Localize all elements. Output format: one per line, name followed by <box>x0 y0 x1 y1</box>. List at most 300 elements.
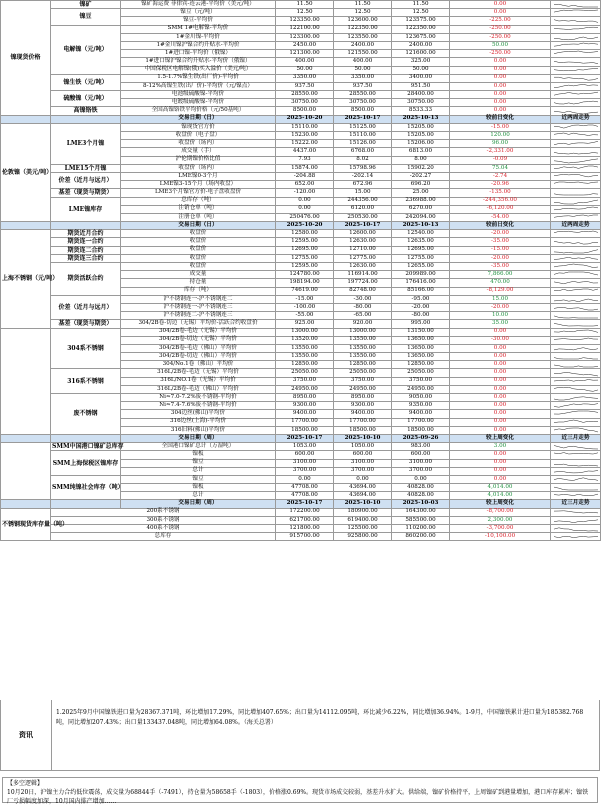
row-group: 价差（近月与远月） <box>51 172 121 188</box>
trend-cell <box>551 230 601 238</box>
trend-sparkline <box>552 279 600 286</box>
header-blank <box>51 222 121 230</box>
change-value: 120.00 <box>450 132 551 140</box>
value-2: -65.00 <box>334 312 392 320</box>
value-2: 18500.00 <box>334 426 392 434</box>
trend-line <box>554 316 598 318</box>
value-3: 15902.20 <box>392 164 450 172</box>
row-label: 316L/NO.1卷（无锡）平均价 <box>121 377 276 385</box>
trend-sparkline <box>552 99 600 106</box>
value-3: -95.00 <box>392 295 450 303</box>
value-2: 28550.00 <box>334 91 392 99</box>
value-3: -20.00 <box>392 303 450 311</box>
row-label: 镍板 <box>121 451 276 459</box>
value-2: 3350.00 <box>334 74 392 82</box>
value-1: 250476.00 <box>276 213 334 221</box>
trend-sparkline <box>552 58 600 65</box>
trend-sparkline <box>552 361 600 368</box>
value-3: 3400.00 <box>392 74 450 82</box>
value-2: 8.02 <box>334 156 392 164</box>
row-group: 镍豆 <box>51 9 121 25</box>
data-row <box>1 254 601 262</box>
value-3: 17700.00 <box>392 418 450 426</box>
trend-cell <box>551 25 601 33</box>
value-1: 3350.00 <box>276 74 334 82</box>
trend-line <box>554 51 598 54</box>
data-row <box>1 451 601 459</box>
value-1: 2450.00 <box>276 41 334 49</box>
header-date-3: 2025-09-26 <box>392 434 450 442</box>
trend-cell <box>551 353 601 361</box>
trend-sparkline <box>552 140 600 147</box>
trend-sparkline <box>552 75 600 82</box>
data-row <box>1 123 601 131</box>
value-3: 951.50 <box>392 82 450 90</box>
value-3: 2400.00 <box>392 41 450 49</box>
trend-line <box>554 241 598 244</box>
change-value: 0.00 <box>450 369 551 377</box>
trend-line <box>554 282 598 284</box>
header-date-1: 2025-10-20 <box>276 115 334 123</box>
row-label: 收盘价（场内） <box>121 140 276 148</box>
change-value: 0.00 <box>450 58 551 66</box>
row-group: 304系不锈钢 <box>51 328 121 369</box>
row-label: 总库存 <box>51 533 276 541</box>
trend-cell <box>551 295 601 303</box>
trend-cell <box>551 156 601 164</box>
trend-cell <box>551 492 601 500</box>
value-2: 12710.00 <box>334 246 392 254</box>
data-row <box>1 295 601 303</box>
row-label: 1#进口镍沪镍合约升贴水-平均价（俄镍） <box>121 58 276 66</box>
trend-cell <box>551 279 601 287</box>
row-label: 1.5-1.7%镍生铁(出厂价)-平均价 <box>121 74 276 82</box>
news-label: 资讯 <box>1 700 52 770</box>
change-value: -30.00 <box>450 336 551 344</box>
data-row <box>1 263 601 271</box>
value-1: -100.00 <box>276 303 334 311</box>
change-value: -35.00 <box>450 238 551 246</box>
value-1: 13550.00 <box>276 344 334 352</box>
trend-sparkline <box>552 353 600 360</box>
header-change: 较前日变化 <box>450 115 551 123</box>
value-2: 12850.00 <box>334 361 392 369</box>
header-change: 较前日变化 <box>450 222 551 230</box>
trend-line <box>554 166 598 168</box>
trend-sparkline <box>552 410 600 417</box>
value-1: 47708.00 <box>276 492 334 500</box>
value-3: 40828.00 <box>392 492 450 500</box>
news-text: 1.2025年9月中国镍铁进口量为28367.371吨，环比增加17.29%，同比增加407.65%；出口量为14112.095吨，环比减少6.22%，同比增加36.94%。1-9月，中国镍铁累计进口量为185382.768吨，同比增加207.43%；出口量133437.048吨，同比增加64.08%。（海关总署） <box>56 709 584 726</box>
trend-line <box>554 231 598 233</box>
value-2: 3750.00 <box>334 377 392 385</box>
trend-cell <box>551 33 601 41</box>
trend-line <box>554 84 598 87</box>
value-1: 12850.00 <box>276 361 334 369</box>
trend-line <box>554 159 598 163</box>
data-row <box>1 508 601 516</box>
trend-line <box>554 92 598 95</box>
data-row <box>1 328 601 336</box>
value-3: 122350.00 <box>392 25 450 33</box>
header-trend: 近三月走势 <box>551 500 601 508</box>
value-3: 860200.00 <box>392 533 450 541</box>
value-2: 50.00 <box>334 66 392 74</box>
trend-sparkline <box>552 378 600 385</box>
value-2: 24950.00 <box>334 385 392 393</box>
value-3: 6270.00 <box>392 205 450 213</box>
value-2: 43694.00 <box>334 492 392 500</box>
row-label: 收盘价 <box>121 263 276 271</box>
trend-line <box>554 43 598 46</box>
row-label: 沪不锈钢连一-沪不锈钢连三 <box>121 303 276 311</box>
value-2: 244356.00 <box>334 197 392 205</box>
trend-line <box>554 215 598 217</box>
value-2: 8500.00 <box>334 107 392 115</box>
value-1: 8500.00 <box>276 107 334 115</box>
trend-line <box>554 428 598 432</box>
trend-sparkline <box>552 181 600 188</box>
trend-cell <box>551 107 601 115</box>
change-value: 2,300.00 <box>450 516 551 524</box>
trend-sparkline <box>552 337 600 344</box>
trend-sparkline <box>552 263 600 270</box>
trend-sparkline <box>552 492 600 499</box>
trend-line <box>554 511 598 513</box>
trend-line <box>554 397 598 400</box>
data-row <box>1 246 601 254</box>
row-label: Ni≈7.4-7.6%废不锈钢-平均价 <box>121 402 276 410</box>
value-3: 9050.00 <box>392 394 450 402</box>
trend-cell <box>551 1 601 9</box>
trend-cell <box>551 271 601 279</box>
value-3: 12540.00 <box>392 230 450 238</box>
trend-sparkline <box>552 427 600 434</box>
value-3: 209989.00 <box>392 271 450 279</box>
value-1: 15874.00 <box>276 164 334 172</box>
value-1: 915700.00 <box>276 533 334 541</box>
data-row <box>1 516 601 524</box>
row-group: SMM上海保税区镍库存 <box>51 451 121 476</box>
trend-sparkline <box>552 67 600 74</box>
change-value: 0.00 <box>450 410 551 418</box>
value-1: 4437.00 <box>276 148 334 156</box>
trend-sparkline <box>552 34 600 41</box>
value-2: 9400.00 <box>334 410 392 418</box>
header-date-3: 2025-10-13 <box>392 222 450 230</box>
value-1: -120.00 <box>276 189 334 197</box>
row-group: 期货连一合约 <box>51 238 121 246</box>
trend-line <box>554 272 598 275</box>
value-3: 12850.00 <box>392 361 450 369</box>
trend-line <box>554 20 598 23</box>
trend-cell <box>551 508 601 516</box>
trend-sparkline <box>552 533 600 540</box>
row-label: 沪不锈钢连一-沪不锈钢连二 <box>121 295 276 303</box>
header-trend: 近两周走势 <box>551 222 601 230</box>
value-3: 121600.00 <box>392 50 450 58</box>
change-value: -35.00 <box>450 263 551 271</box>
trend-cell <box>551 443 601 451</box>
value-2: 400.00 <box>334 58 392 66</box>
header-blank <box>1 115 51 123</box>
value-1: 937.50 <box>276 82 334 90</box>
row-label: 304/No.1卷（佛山）平均价 <box>121 361 276 369</box>
header-date-1: 2025-10-20 <box>276 222 334 230</box>
trend-cell <box>551 344 601 352</box>
trend-cell <box>551 172 601 180</box>
trend-cell <box>551 91 601 99</box>
trend-line <box>554 420 598 423</box>
trend-line <box>554 372 598 375</box>
date-header-row <box>1 434 601 442</box>
value-1: 24950.00 <box>276 385 334 393</box>
value-3: -202.27 <box>392 172 450 180</box>
value-2: 6120.00 <box>334 205 392 213</box>
header-label: 交易日期（日） <box>121 222 276 230</box>
value-1: 17700.00 <box>276 418 334 426</box>
value-2: 12630.00 <box>334 238 392 246</box>
value-3: 110200.00 <box>392 525 450 533</box>
trend-line <box>554 464 598 466</box>
row-label: 304/2B卷-切边（佛山）平均价 <box>121 353 276 361</box>
data-row <box>1 1 601 9</box>
trend-cell <box>551 525 601 533</box>
value-3: 12.50 <box>392 9 450 17</box>
trend-cell <box>551 361 601 369</box>
trend-sparkline <box>552 157 600 164</box>
trend-sparkline <box>552 83 600 90</box>
row-group: 316系不锈钢 <box>51 369 121 394</box>
row-label: 成交量 <box>121 271 276 279</box>
trend-cell <box>551 516 601 524</box>
trend-sparkline <box>552 165 600 172</box>
trend-line <box>554 289 598 291</box>
row-group: LME15个月镍 <box>51 164 121 172</box>
value-2: 2400.00 <box>334 41 392 49</box>
trend-cell <box>551 189 601 197</box>
header-label: 交易日期（周） <box>121 434 276 442</box>
value-2: 619400.00 <box>334 516 392 524</box>
value-1: 13000.00 <box>276 328 334 336</box>
row-group: 硫酸镍（元/吨） <box>51 91 121 107</box>
value-1: 400.00 <box>276 58 334 66</box>
row-label: 1#金川镍-平均价 <box>121 33 276 41</box>
trend-cell <box>551 140 601 148</box>
row-label: 304/2B卷-毛边（无锡）平均价 <box>121 328 276 336</box>
section-category: 镍现货价格 <box>1 1 51 116</box>
row-label: 304/2B卷-切边（无锡）平均价 <box>121 336 276 344</box>
change-value: 35.00 <box>450 320 551 328</box>
trend-line <box>554 182 598 183</box>
value-2: 11.50 <box>334 1 392 9</box>
trend-cell <box>551 58 601 66</box>
change-value: 0.00 <box>450 99 551 107</box>
value-3: 242094.00 <box>392 213 450 221</box>
trend-cell <box>551 385 601 393</box>
trend-line <box>554 200 598 204</box>
trend-cell <box>551 50 601 58</box>
value-2: 920.00 <box>334 320 392 328</box>
trend-line <box>554 111 598 114</box>
value-1: 9400.00 <box>276 410 334 418</box>
value-2: 180900.00 <box>334 508 392 516</box>
value-1: 621700.00 <box>276 516 334 524</box>
trend-sparkline <box>552 402 600 409</box>
change-value: 0.00 <box>450 451 551 459</box>
value-1: 74619.00 <box>276 287 334 295</box>
trend-cell <box>551 148 601 156</box>
trend-sparkline <box>552 525 600 532</box>
header-trend: 近两周走势 <box>551 115 601 123</box>
change-value: -244,356.00 <box>450 197 551 205</box>
row-label: 316L/2B卷-毛边（无锡）平均价 <box>121 369 276 377</box>
row-label: 300系不锈钢 <box>51 516 276 524</box>
row-label: 镍板 <box>121 484 276 492</box>
value-2: 12630.00 <box>334 263 392 271</box>
value-3: 11.50 <box>392 1 450 9</box>
row-label: 镍豆-平均价 <box>121 17 276 25</box>
value-1: 12595.00 <box>276 238 334 246</box>
trend-sparkline <box>552 247 600 254</box>
data-row <box>1 475 601 483</box>
value-3: 13150.00 <box>392 328 450 336</box>
section-category <box>1 443 51 500</box>
value-3: 15205.00 <box>392 132 450 140</box>
header-label: 交易日期（日） <box>121 115 276 123</box>
trend-cell <box>551 263 601 271</box>
change-value: -0.09 <box>450 156 551 164</box>
value-1: 28550.00 <box>276 91 334 99</box>
trend-cell <box>551 213 601 221</box>
value-1: 3100.00 <box>276 459 334 467</box>
header-date-3: 2025-10-03 <box>392 500 450 508</box>
header-date-2: 2025-10-17 <box>334 222 392 230</box>
value-3: 15205.00 <box>392 123 450 131</box>
data-row <box>1 107 601 115</box>
value-2: 12600.00 <box>334 230 392 238</box>
header-date-2: 2025-10-10 <box>334 434 392 442</box>
change-value: 0.00 <box>450 402 551 410</box>
value-3: 983.00 <box>392 443 450 451</box>
value-3: 3750.00 <box>392 377 450 385</box>
trend-line <box>554 62 598 64</box>
header-blank <box>1 500 51 508</box>
row-label: SMM 1#电解镍-平均价 <box>121 25 276 33</box>
value-2: 925800.00 <box>334 533 392 541</box>
value-1: 15230.00 <box>276 132 334 140</box>
header-change: 较上周变化 <box>450 434 551 442</box>
trend-line <box>554 330 598 332</box>
change-value: -250.00 <box>450 25 551 33</box>
date-header-row <box>1 115 601 123</box>
value-1: 12595.00 <box>276 263 334 271</box>
change-value: -15.00 <box>450 123 551 131</box>
trend-sparkline <box>552 9 600 16</box>
value-3: 164300.00 <box>392 508 450 516</box>
section-category: 不锈钢现货库存量（吨） <box>1 508 51 541</box>
trend-cell <box>551 9 601 17</box>
news-row <box>0 700 600 771</box>
trend-line <box>554 257 598 259</box>
change-value: 0.00 <box>450 9 551 17</box>
change-value: -15.00 <box>450 246 551 254</box>
row-group: LME3个月镍 <box>51 123 121 164</box>
trend-line <box>554 101 598 104</box>
value-2: 600.00 <box>334 451 392 459</box>
row-label: 304/2B卷-切边（无锡）平均价-活跃合约收盘价 <box>121 320 276 328</box>
value-3: 12695.00 <box>392 246 450 254</box>
value-1: -55.00 <box>276 312 334 320</box>
header-date-1: 2025-10-17 <box>276 500 334 508</box>
data-row <box>1 197 601 205</box>
trend-sparkline <box>552 189 600 196</box>
trend-cell <box>551 459 601 467</box>
row-label: 镍豆 <box>121 475 276 483</box>
trend-sparkline <box>552 509 600 516</box>
row-group: SMM中国港口镍矿总库存 <box>52 443 124 451</box>
trend-line <box>554 446 598 450</box>
change-value: -54.00 <box>450 213 551 221</box>
change-value: 50.00 <box>450 41 551 49</box>
trend-sparkline <box>552 345 600 352</box>
value-1: 172200.00 <box>276 508 334 516</box>
row-label: 持仓量 <box>121 279 276 287</box>
change-value: -6,120.00 <box>450 205 551 213</box>
row-label: 沪伦期镍价格比值 <box>121 156 276 164</box>
row-label: 库存（吨） <box>121 287 276 295</box>
data-row <box>1 164 601 172</box>
trend-cell <box>551 426 601 434</box>
header-trend: 近三月走势 <box>551 434 601 442</box>
data-row <box>1 25 601 33</box>
data-row <box>1 525 601 533</box>
row-group: LME镍库存 <box>51 197 121 222</box>
trend-line <box>554 299 598 302</box>
value-1: 11.50 <box>276 1 334 9</box>
change-value: 0.00 <box>450 377 551 385</box>
change-value: 4,014.00 <box>450 492 551 500</box>
date-header-row <box>1 222 601 230</box>
value-2: -30.00 <box>334 295 392 303</box>
value-3: 0.00 <box>392 475 450 483</box>
change-value: -8,700.00 <box>450 508 551 516</box>
trend-line <box>554 520 598 523</box>
trend-cell <box>551 132 601 140</box>
value-2: 13550.00 <box>334 353 392 361</box>
change-value: 4,014.00 <box>450 484 551 492</box>
row-label: 400系不锈钢 <box>51 525 276 533</box>
trend-line <box>554 10 598 12</box>
change-value: 0.00 <box>450 107 551 115</box>
trend-line <box>554 133 598 136</box>
value-3: -80.00 <box>392 312 450 320</box>
change-value: -3,700.00 <box>450 525 551 533</box>
trend-line <box>554 365 598 367</box>
change-value: 470.00 <box>450 279 551 287</box>
trend-sparkline <box>552 394 600 401</box>
value-2: 8950.00 <box>334 394 392 402</box>
header-date-2: 2025-10-17 <box>334 115 392 123</box>
trend-sparkline <box>552 255 600 262</box>
trend-cell <box>551 320 601 328</box>
value-2: 1050.00 <box>334 443 392 451</box>
change-value: -20.00 <box>450 254 551 262</box>
trend-sparkline <box>552 484 600 491</box>
trend-line <box>554 348 598 350</box>
value-3: 12635.00 <box>392 238 450 246</box>
row-label: 收盘价（电子盘） <box>121 132 276 140</box>
